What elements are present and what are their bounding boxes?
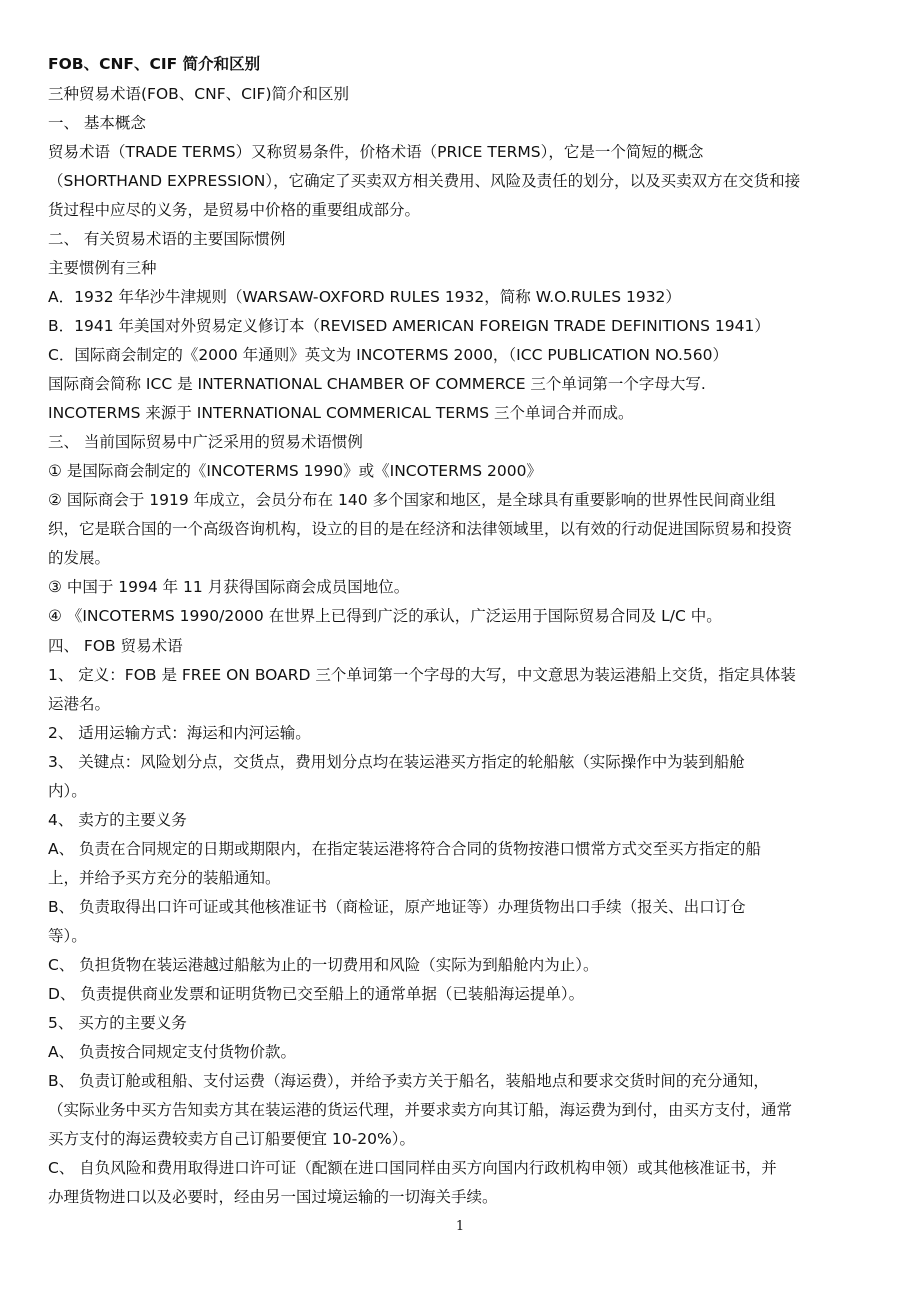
paragraph-line: 的发展。 — [48, 549, 111, 567]
document-title: FOB、CNF、CIF 简介和区别 — [48, 55, 261, 73]
paragraph-line: 织，它是联合国的一个高级咨询机构，设立的目的是在经济和法律领域里，以有效的行动促进国际贸易和投资 — [48, 520, 793, 538]
paragraph-line: 上，并给予买方充分的装船通知。 — [48, 869, 281, 887]
paragraph-line: 货过程中应尽的义务，是贸易中价格的重要组成部分。 — [48, 201, 421, 219]
list-item: B、 负责订舱或租船、支付运费（海运费），并给予卖方关于船名，装船地点和要求交货时间的充分通知， — [48, 1072, 769, 1090]
list-item: 1、 定义：FOB 是 FREE ON BOARD 三个单词第一个字母的大写，中文意思为装运港船上交货，指定具体装 — [48, 666, 796, 684]
paragraph-line: （实际业务中买方告知卖方其在装运港的货运代理，并要求卖方向其订船，海运费为到付，由买方支付，通常 — [48, 1101, 793, 1119]
list-item: 2、 适用运输方式：海运和内河运输。 — [48, 724, 311, 742]
paragraph-line: 买方支付的海运费较卖方自己订船要便宜 10-20%）。 — [48, 1130, 415, 1148]
section-heading: 二、 有关贸易术语的主要国际惯例 — [48, 230, 286, 248]
list-item: C、 负担货物在装运港越过船舷为止的一切费用和风险（实际为到船舱内为止）。 — [48, 956, 599, 974]
paragraph-line: 国际商会简称 ICC 是 INTERNATIONAL CHAMBER OF COMMERCE 三个单词第一个字母大写. — [48, 375, 706, 393]
list-item: 3、 关键点：风险划分点，交货点，费用划分点均在装运港买方指定的轮船舷（实际操作中为装到船舱 — [48, 753, 745, 771]
list-item: ① 是国际商会制定的《INCOTERMS 1990》或《INCOTERMS 2000》 — [48, 462, 542, 480]
list-item: A、 负责按合同规定支付货物价款。 — [48, 1043, 297, 1061]
list-item: ④ 《INCOTERMS 1990/2000 在世界上已得到广泛的承认，广泛运用于国际贸易合同及 L/C 中。 — [48, 607, 722, 625]
page-number: 1 — [455, 1219, 465, 1234]
paragraph-line: （SHORTHAND EXPRESSION），它确定了买卖双方相关费用、风险及责任的划分，以及买卖双方在交货和接 — [48, 172, 801, 190]
paragraph-line: 等）。 — [48, 927, 87, 945]
list-item: C．国际商会制定的《2000 年通则》英文为 INCOTERMS 2000，（ICC PUBLICATION NO.560） — [48, 346, 729, 364]
paragraph-line: 主要惯例有三种 — [48, 259, 157, 277]
paragraph-line: 运港名。 — [48, 695, 111, 713]
list-item: D、 负责提供商业发票和证明货物已交至船上的通常单据（已装船海运提单）。 — [48, 985, 585, 1003]
list-item: B、 负责取得出口许可证或其他核准证书（商检证，原产地证等）办理货物出口手续（报关、出口订仓 — [48, 898, 746, 916]
section-heading: 三、 当前国际贸易中广泛采用的贸易术语惯例 — [48, 433, 363, 451]
section-heading: 5、 买方的主要义务 — [48, 1014, 187, 1032]
list-item: A、 负责在合同规定的日期或期限内，在指定装运港将符合合同的货物按港口惯常方式交至买方指定的船 — [48, 840, 762, 858]
paragraph-line: INCOTERMS 来源于 INTERNATIONAL COMMERICAL TERMS 三个单词合并而成。 — [48, 404, 634, 422]
list-item: ③ 中国于 1994 年 11 月获得国际商会成员国地位。 — [48, 578, 410, 596]
list-item: ② 国际商会于 1919 年成立，会员分布在 140 多个国家和地区，是全球具有重要影响的世界性民间商业组 — [48, 491, 776, 509]
list-item: A．1932 年华沙牛津规则（WARSAW-OXFORD RULES 1932，简称 W.O.RULES 1932） — [48, 288, 681, 306]
paragraph-line: 贸易术语（TRADE TERMS）又称贸易条件，价格术语（PRICE TERMS），它是一个简短的概念 — [48, 143, 704, 161]
section-heading: 一、 基本概念 — [48, 114, 146, 132]
section-heading: 4、 卖方的主要义务 — [48, 811, 187, 829]
list-item: C、 自负风险和费用取得进口许可证（配额在进口国同样由买方向国内行政机构申领）或其他核准证书，并 — [48, 1159, 777, 1177]
document-subtitle: 三种贸易术语(FOB、CNF、CIF)简介和区别 — [48, 85, 349, 103]
section-heading: 四、 FOB 贸易术语 — [48, 637, 183, 655]
paragraph-line: 办理货物进口以及必要时，经由另一国过境运输的一切海关手续。 — [48, 1188, 498, 1206]
list-item: B．1941 年美国对外贸易定义修订本（REVISED AMERICAN FOREIGN TRADE DEFINITIONS 1941） — [48, 317, 770, 335]
paragraph-line: 内）。 — [48, 782, 87, 800]
